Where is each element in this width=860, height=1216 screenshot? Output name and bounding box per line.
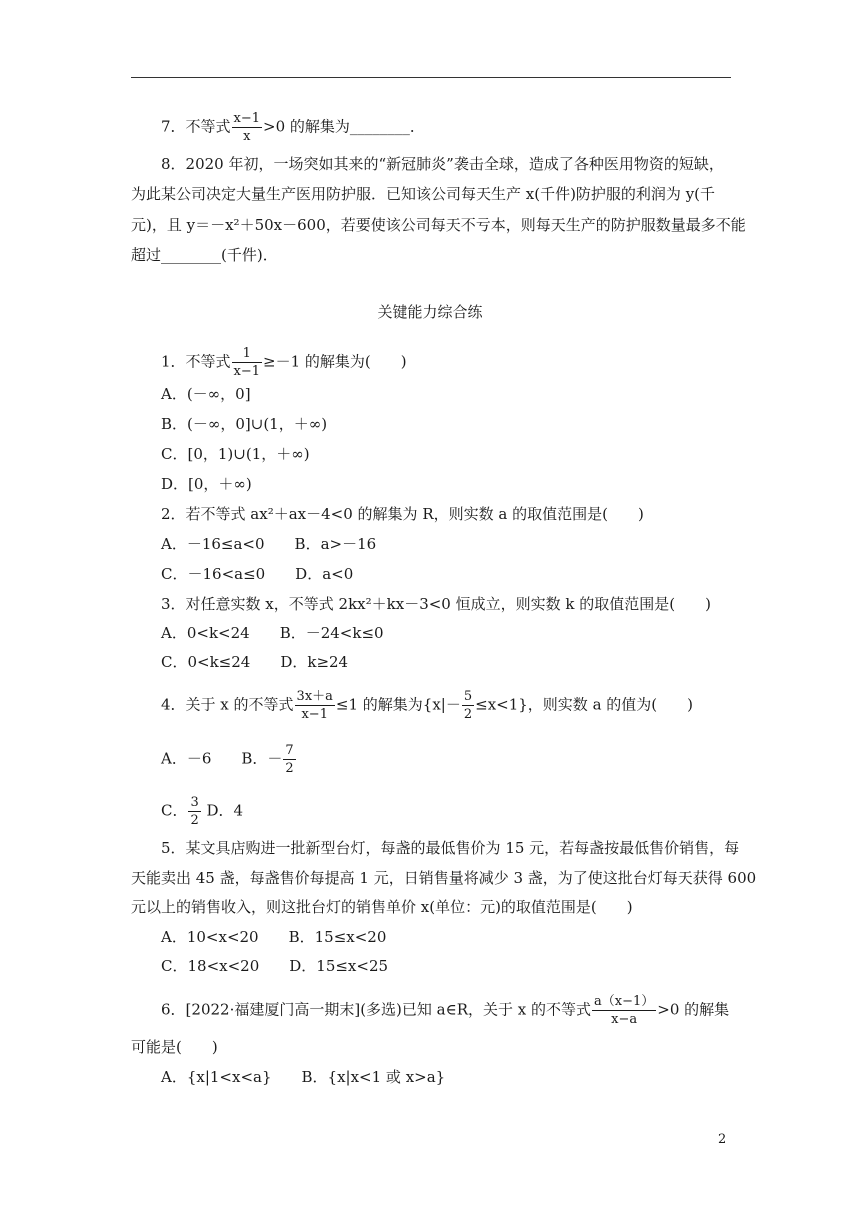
q7-text: 7．不等式 [161, 117, 231, 136]
q1-option-c: C．[0，1)∪(1，＋∞) [161, 445, 310, 463]
q4-numerator: 3x＋a [296, 689, 333, 704]
question-1 [161, 345, 407, 380]
q4-mid: ≤1 的解集为{x|－ [335, 695, 461, 714]
question-5-line-2: 天能卖出 45 盏，每盏售价每提高 1 元，日销售量将减少 3 盏，为了使这批台灯每天获得 600 [131, 869, 757, 887]
q4-numerator-2: 5 [463, 689, 473, 704]
q4-option-b-denominator: 2 [285, 761, 294, 776]
q4-option-a: A．－6 B．－ [161, 749, 283, 768]
q4-fraction-2 [462, 688, 474, 723]
q6-tail: >0 的解集 [657, 1000, 730, 1019]
q1-option-a: A．(－∞，0] [161, 385, 251, 403]
q6-denominator: x−a [611, 1012, 638, 1027]
q4-text: 4．关于 x 的不等式 [161, 695, 294, 714]
header-rule [131, 77, 731, 78]
q4-options-row-2 [161, 794, 243, 829]
q5-options-row-1: A．10<x<20 B．15≤x<20 [161, 928, 387, 946]
q4-denominator-2: 2 [463, 707, 473, 722]
question-6 [161, 993, 729, 1028]
q4-tail: ≤x<1}，则实数 a 的值为( ) [475, 695, 693, 714]
q4-option-c-denominator: 2 [190, 813, 199, 828]
q1-denominator: x−1 [233, 364, 261, 379]
q4-options-row-1 [161, 742, 297, 777]
q4-fraction [295, 688, 335, 723]
q1-tail: ≥－1 的解集为( ) [263, 352, 407, 371]
q4-option-d: D．4 [201, 801, 244, 820]
q1-numerator: 1 [232, 345, 263, 363]
q4-denominator: x−1 [301, 707, 328, 722]
question-5-line-3: 元以上的销售收入，则这批台灯的销售单价 x(单位：元)的取值范围是( ) [131, 898, 633, 916]
q6-numerator: a（x−1） [594, 994, 655, 1009]
q3-options-row-2: C．0<k≤24 D．k≥24 [161, 653, 349, 671]
q4-option-b-fraction [283, 742, 295, 777]
question-6-line-2: 可能是( ) [131, 1038, 218, 1056]
q2-options-row-1: A．－16≤a<0 B．a>－16 [161, 535, 377, 553]
question-4 [161, 688, 693, 723]
question-8-line-4: 超过________(千件)． [131, 246, 278, 264]
q7-tail: >0 的解集为________． [263, 117, 425, 136]
section-title: 关键能力综合练 [377, 303, 483, 321]
q1-text: 1．不等式 [161, 352, 231, 371]
q1-option-d: D．[0，＋∞) [161, 475, 252, 493]
q2-options-row-2: C．－16<a≤0 D．a<0 [161, 565, 354, 583]
question-3: 3．对任意实数 x，不等式 2kx²＋kx－3<0 恒成立，则实数 k 的取值范围是( ) [161, 595, 711, 613]
question-2: 2．若不等式 ax²＋ax－4<0 的解集为 R，则实数 a 的取值范围是( ) [161, 505, 644, 523]
question-8-line-3: 元)，且 y＝－x²＋50x－600，若要使该公司每天不亏本，则每天生产的防护服数量最多不能 [131, 216, 746, 234]
q7-denominator: x [243, 129, 251, 144]
q7-fraction [232, 110, 263, 145]
question-5-line-1: 5．某文具店购进一批新型台灯，每盏的最低售价为 15 元，若每盏按最低售价销售，每 [161, 839, 740, 857]
question-7 [161, 110, 425, 145]
q4-option-c: C． [161, 801, 188, 820]
q3-options-row-1: A．0<k<24 B．－24<k≤0 [161, 624, 384, 642]
q4-option-c-fraction [188, 794, 200, 829]
q7-numerator: x−1 [233, 111, 261, 126]
page-number: 2 [718, 1132, 727, 1147]
q4-option-c-numerator: 3 [190, 795, 199, 810]
question-8-line-1: 8．2020 年初，一场突如其来的“新冠肺炎”袭击全球，造成了各种医用物资的短缺， [161, 155, 724, 173]
q6-fraction [592, 993, 656, 1028]
q6-options-row-1: A．{x|1<x<a} B．{x|x<1 或 x>a} [161, 1068, 446, 1086]
q5-options-row-2: C．18<x<20 D．15≤x<25 [161, 957, 389, 975]
question-8-line-2: 为此某公司决定大量生产医用防护服．已知该公司每天生产 x(千件)防护服的利润为 y(千 [131, 185, 716, 203]
q1-option-b: B．(－∞，0]∪(1，＋∞) [161, 415, 328, 433]
q4-option-b-numerator: 7 [285, 743, 294, 758]
q6-text: 6．[2022·福建厦门高一期末](多选)已知 a∈R，关于 x 的不等式 [161, 1000, 591, 1019]
q1-fraction [232, 345, 263, 380]
